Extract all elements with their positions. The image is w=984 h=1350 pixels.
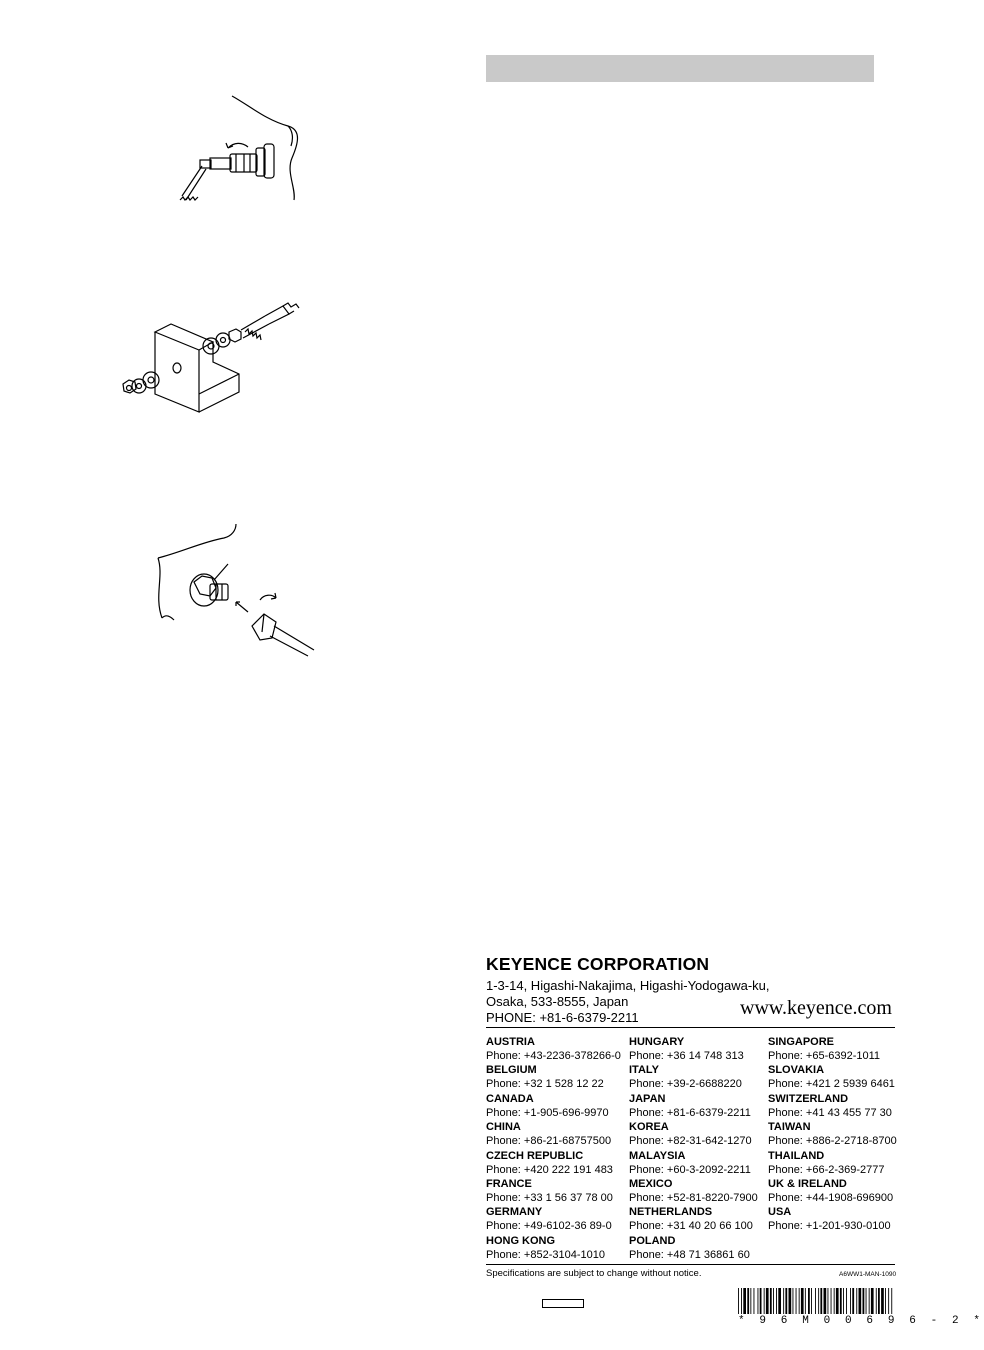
office-country: CANADA [486, 1092, 534, 1105]
company-address-line1: 1-3-14, Higashi-Nakajima, Higashi-Yodogawa-ku, [486, 978, 770, 993]
office-phone: Phone: +86-21-68757500 [486, 1135, 612, 1148]
office-entry [629, 1092, 758, 1120]
office-phone: Phone: +66-2-369-2777 [768, 1163, 885, 1176]
office-entry [768, 1063, 897, 1091]
section-header-bar [486, 55, 874, 82]
office-country: KOREA [629, 1121, 669, 1134]
office-phone: Phone: +41 43 455 77 30 [768, 1106, 892, 1119]
office-country: CZECH REPUBLIC [486, 1149, 584, 1162]
office-country: USA [768, 1206, 792, 1219]
office-phone: Phone: +421 2 5939 6461 [768, 1078, 895, 1091]
office-phone: Phone: +1-201-930-0100 [768, 1220, 891, 1233]
office-phone: Phone: +420 222 191 483 [486, 1163, 613, 1176]
office-phone: Phone: +49-6102-36 89-0 [486, 1220, 612, 1233]
office-country: AUSTRIA [486, 1036, 535, 1048]
document-code: A6WW1-MAN-1090 [839, 1271, 897, 1278]
office-country: ITALY [629, 1064, 659, 1077]
office-phone: Phone: +886-2-2718-8700 [768, 1135, 897, 1148]
office-country: SWITZERLAND [768, 1092, 849, 1105]
company-website-link[interactable]: www.keyence.com [740, 997, 892, 1019]
office-country: HONG KONG [486, 1234, 556, 1247]
office-phone: Phone: +44-1908-696900 [768, 1191, 894, 1204]
office-entry [486, 1092, 621, 1120]
office-entry [486, 1120, 621, 1148]
office-phone: Phone: +31 40 20 66 100 [629, 1220, 753, 1233]
office-entry [486, 1035, 621, 1063]
office-country: THAILAND [768, 1149, 825, 1162]
office-entry [768, 1149, 897, 1177]
office-country: TAIWAN [768, 1121, 811, 1134]
office-entry [629, 1205, 758, 1233]
office-country: POLAND [629, 1234, 676, 1247]
office-country: SINGAPORE [768, 1036, 835, 1048]
barcode-icon [738, 1288, 893, 1314]
office-entry [486, 1177, 621, 1205]
office-country: UK & IRELAND [768, 1177, 847, 1190]
office-phone: Phone: +32 1 528 12 22 [486, 1078, 604, 1091]
office-country: MEXICO [629, 1177, 673, 1190]
office-entry [768, 1177, 897, 1205]
office-country: BELGIUM [486, 1064, 537, 1077]
office-phone: Phone: +1-905-696-9970 [486, 1106, 609, 1119]
company-name: KEYENCE CORPORATION [486, 954, 710, 974]
company-address-line2: Osaka, 533-8555, Japan [486, 994, 629, 1009]
office-entry [768, 1092, 897, 1120]
office-country: CHINA [486, 1121, 521, 1134]
office-entry [629, 1063, 758, 1091]
divider [486, 1027, 895, 1028]
office-phone: Phone: +82-31-642-1270 [629, 1135, 752, 1148]
company-phone: PHONE: +81-6-6379-2211 [486, 1010, 639, 1025]
office-phone: Phone: +65-6392-1011 [768, 1050, 881, 1062]
office-column-2 [629, 1035, 758, 1262]
office-phone: Phone: +852-3104-1010 [486, 1248, 605, 1261]
office-country: NETHERLANDS [629, 1206, 713, 1219]
office-entry [768, 1205, 897, 1233]
office-entry [486, 1149, 621, 1177]
office-entry [629, 1120, 758, 1148]
office-entry [629, 1177, 758, 1205]
office-entry [629, 1035, 758, 1063]
office-country: MALAYSIA [629, 1149, 686, 1162]
office-entry [486, 1063, 621, 1091]
office-phone: Phone: +43-2236-378266-0 [486, 1050, 621, 1062]
office-phone: Phone: +81-6-6379-2211 [629, 1106, 751, 1119]
office-entry [629, 1234, 758, 1262]
divider [486, 1264, 895, 1265]
office-column-1 [486, 1035, 621, 1262]
office-entry [768, 1035, 897, 1063]
office-phone: Phone: +52-81-8220-7900 [629, 1191, 758, 1204]
office-country: GERMANY [486, 1206, 543, 1219]
office-phone: Phone: +36 14 748 313 [629, 1050, 744, 1062]
barcode-number: * 9 6 M 0 0 6 9 6 - 2 * [738, 1315, 984, 1327]
office-entry [486, 1205, 621, 1233]
office-country: HUNGARY [629, 1036, 685, 1048]
office-entry [768, 1120, 897, 1148]
office-phone: Phone: +39-2-6688220 [629, 1078, 742, 1091]
stamp-box [542, 1299, 584, 1308]
office-phone: Phone: +60-3-2092-2211 [629, 1163, 751, 1176]
office-column-3 [768, 1035, 897, 1234]
office-phone: Phone: +33 1 56 37 78 00 [486, 1191, 613, 1204]
bracket-mount-illustration [115, 292, 310, 427]
specifications-notice: Specifications are subject to change without notice. [486, 1268, 702, 1279]
office-country: FRANCE [486, 1177, 532, 1190]
tube-connection-illustration [152, 522, 314, 652]
fitting-install-illustration [170, 92, 320, 212]
office-phone: Phone: +48 71 36861 60 [629, 1248, 750, 1261]
office-entry [486, 1234, 621, 1262]
office-country: SLOVAKIA [768, 1064, 825, 1077]
office-country: JAPAN [629, 1092, 666, 1105]
office-entry [629, 1149, 758, 1177]
